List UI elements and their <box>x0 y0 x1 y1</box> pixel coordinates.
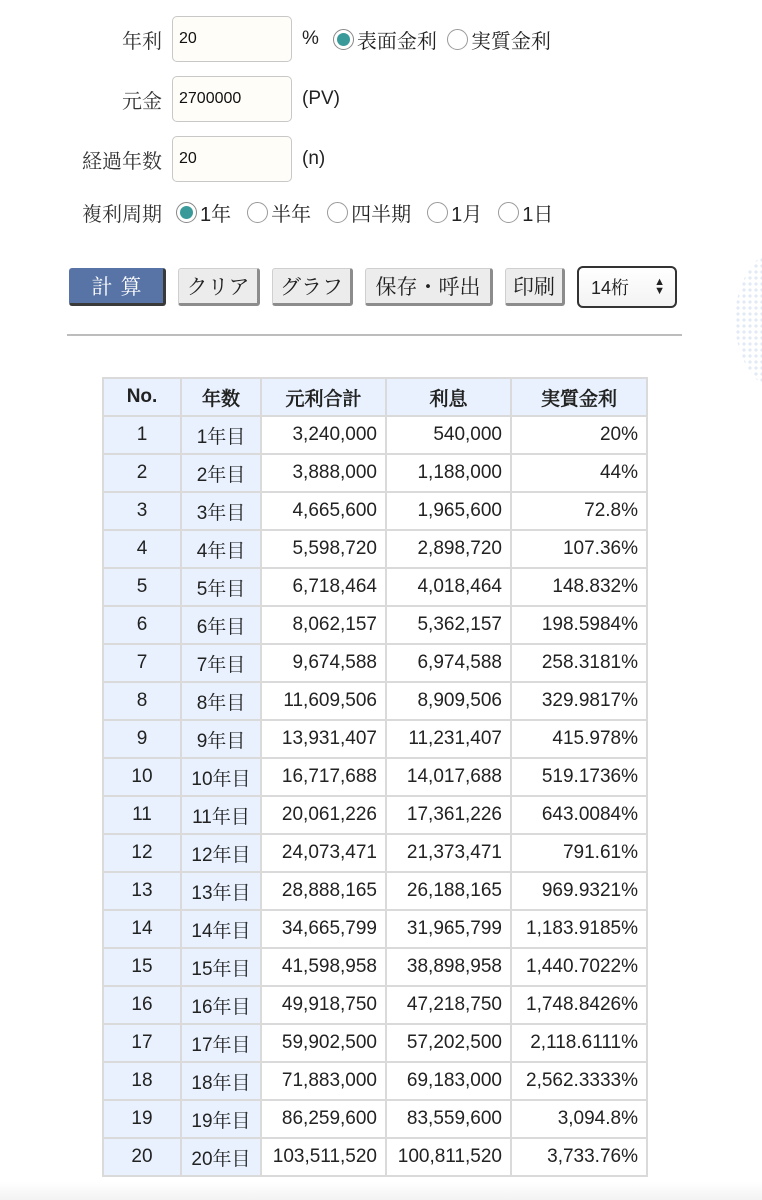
decorative-dot-pattern <box>735 245 762 395</box>
cell-no: 1 <box>103 416 181 454</box>
cell-effective-rate: 258.3181% <box>511 644 647 682</box>
table-row <box>103 1138 647 1176</box>
rate-row <box>0 16 551 62</box>
radio-period-1month[interactable]: 1月 <box>427 198 482 227</box>
cell-effective-rate: 1,748.8426% <box>511 986 647 1024</box>
cell-effective-rate: 329.9817% <box>511 682 647 720</box>
compound-period-label: 複利周期 <box>82 204 162 226</box>
cell-year: 15年目 <box>181 948 261 986</box>
radio-unchecked-icon[interactable] <box>447 29 468 50</box>
cell-total: 8,062,157 <box>261 606 386 644</box>
footer-band <box>0 1182 762 1200</box>
cell-interest: 69,183,000 <box>386 1062 511 1100</box>
cell-total: 41,598,958 <box>261 948 386 986</box>
cell-year: 13年目 <box>181 872 261 910</box>
cell-year: 19年目 <box>181 1100 261 1138</box>
cell-year: 11年目 <box>181 796 261 834</box>
radio-unchecked-icon[interactable] <box>498 202 519 223</box>
cell-interest: 100,811,520 <box>386 1138 511 1176</box>
cell-effective-rate: 791.61% <box>511 834 647 872</box>
cell-total: 3,240,000 <box>261 416 386 454</box>
cell-year: 3年目 <box>181 492 261 530</box>
cell-no: 13 <box>103 872 181 910</box>
table-row <box>103 568 647 606</box>
cell-no: 15 <box>103 948 181 986</box>
cell-effective-rate: 2,118.6111% <box>511 1024 647 1062</box>
cell-no: 17 <box>103 1024 181 1062</box>
cell-year: 16年目 <box>181 986 261 1024</box>
cell-year: 14年目 <box>181 910 261 948</box>
table-row <box>103 682 647 720</box>
cell-year: 1年目 <box>181 416 261 454</box>
table-row <box>103 758 647 796</box>
cell-effective-rate: 519.1736% <box>511 758 647 796</box>
table-row <box>103 796 647 834</box>
radio-unchecked-icon[interactable] <box>327 202 348 223</box>
header-total: 元利合計 <box>261 378 386 416</box>
print-button[interactable]: 印刷 <box>505 268 565 306</box>
result-table <box>102 377 648 1177</box>
radio-period-1day[interactable]: 1日 <box>498 198 553 227</box>
cell-total: 16,717,688 <box>261 758 386 796</box>
radio-effective-rate[interactable]: 実質金利 <box>447 25 551 54</box>
table-row <box>103 1062 647 1100</box>
cell-interest: 1,965,600 <box>386 492 511 530</box>
cell-no: 18 <box>103 1062 181 1100</box>
cell-total: 86,259,600 <box>261 1100 386 1138</box>
cell-effective-rate: 1,440.7022% <box>511 948 647 986</box>
cell-year: 2年目 <box>181 454 261 492</box>
header-years: 年数 <box>181 378 261 416</box>
cell-effective-rate: 415.978% <box>511 720 647 758</box>
cell-total: 71,883,000 <box>261 1062 386 1100</box>
years-label: 経過年数 <box>82 150 162 173</box>
rate-label: 年利 <box>122 30 162 53</box>
cell-year: 20年目 <box>181 1138 261 1176</box>
principal-row <box>0 76 340 122</box>
table-row <box>103 416 647 454</box>
header-no: No. <box>103 378 181 416</box>
cell-total: 24,073,471 <box>261 834 386 872</box>
compound-period-row <box>0 198 553 227</box>
cell-year: 4年目 <box>181 530 261 568</box>
cell-effective-rate: 72.8% <box>511 492 647 530</box>
cell-effective-rate: 3,094.8% <box>511 1100 647 1138</box>
cell-effective-rate: 198.5984% <box>511 606 647 644</box>
radio-period-1year[interactable]: 1年 <box>176 198 231 227</box>
cell-effective-rate: 148.832% <box>511 568 647 606</box>
cell-no: 9 <box>103 720 181 758</box>
cell-interest: 47,218,750 <box>386 986 511 1024</box>
cell-interest: 21,373,471 <box>386 834 511 872</box>
cell-no: 11 <box>103 796 181 834</box>
cell-year: 5年目 <box>181 568 261 606</box>
cell-year: 17年目 <box>181 1024 261 1062</box>
table-header-row <box>103 378 647 416</box>
cell-total: 3,888,000 <box>261 454 386 492</box>
cell-interest: 17,361,226 <box>386 796 511 834</box>
table-row <box>103 872 647 910</box>
table-row <box>103 948 647 986</box>
cell-total: 6,718,464 <box>261 568 386 606</box>
cell-interest: 5,362,157 <box>386 606 511 644</box>
cell-effective-rate: 969.9321% <box>511 872 647 910</box>
cell-year: 10年目 <box>181 758 261 796</box>
cell-effective-rate: 44% <box>511 454 647 492</box>
cell-no: 10 <box>103 758 181 796</box>
radio-nominal-rate[interactable]: 表面金利 <box>333 25 437 54</box>
cell-interest: 14,017,688 <box>386 758 511 796</box>
cell-total: 4,665,600 <box>261 492 386 530</box>
cell-total: 59,902,500 <box>261 1024 386 1062</box>
principal-unit: (PV) <box>302 88 340 109</box>
cell-no: 7 <box>103 644 181 682</box>
radio-period-half-year[interactable]: 半年 <box>247 198 311 227</box>
cell-total: 49,918,750 <box>261 986 386 1024</box>
cell-total: 9,674,588 <box>261 644 386 682</box>
table-row <box>103 1024 647 1062</box>
cell-effective-rate: 2,562.3333% <box>511 1062 647 1100</box>
cell-interest: 1,188,000 <box>386 454 511 492</box>
cell-no: 19 <box>103 1100 181 1138</box>
save-load-button[interactable]: 保存・呼出 <box>365 268 493 306</box>
digits-select-value: 14桁 <box>591 278 630 298</box>
cell-interest: 11,231,407 <box>386 720 511 758</box>
cell-no: 20 <box>103 1138 181 1176</box>
cell-interest: 8,909,506 <box>386 682 511 720</box>
divider <box>67 334 682 336</box>
years-unit: (n) <box>302 148 326 169</box>
cell-total: 11,609,506 <box>261 682 386 720</box>
toolbar <box>69 266 677 308</box>
cell-interest: 83,559,600 <box>386 1100 511 1138</box>
cell-no: 5 <box>103 568 181 606</box>
cell-total: 103,511,520 <box>261 1138 386 1176</box>
digits-select[interactable] <box>577 266 677 308</box>
rate-unit: % <box>302 28 319 49</box>
table-row <box>103 454 647 492</box>
cell-no: 3 <box>103 492 181 530</box>
select-arrows-icon: ▲ ▼ <box>654 276 665 297</box>
cell-year: 12年目 <box>181 834 261 872</box>
cell-total: 34,665,799 <box>261 910 386 948</box>
cell-total: 20,061,226 <box>261 796 386 834</box>
cell-interest: 38,898,958 <box>386 948 511 986</box>
cell-interest: 26,188,165 <box>386 872 511 910</box>
cell-interest: 31,965,799 <box>386 910 511 948</box>
clear-button[interactable]: クリア <box>178 268 260 306</box>
radio-period-quarter[interactable]: 四半期 <box>327 198 411 227</box>
cell-no: 8 <box>103 682 181 720</box>
radio-checked-icon[interactable] <box>333 29 354 50</box>
principal-label: 元金 <box>122 90 162 113</box>
table-row <box>103 492 647 530</box>
table-row <box>103 644 647 682</box>
cell-year: 18年目 <box>181 1062 261 1100</box>
cell-interest: 6,974,588 <box>386 644 511 682</box>
cell-no: 6 <box>103 606 181 644</box>
table-row <box>103 986 647 1024</box>
cell-no: 16 <box>103 986 181 1024</box>
table-row <box>103 720 647 758</box>
radio-unchecked-icon[interactable] <box>427 202 448 223</box>
cell-total: 5,598,720 <box>261 530 386 568</box>
rate-input[interactable] <box>172 16 292 62</box>
cell-effective-rate: 3,733.76% <box>511 1138 647 1176</box>
table-body <box>103 416 647 1176</box>
cell-effective-rate: 1,183.9185% <box>511 910 647 948</box>
years-input[interactable] <box>172 136 292 182</box>
header-effective-rate: 実質金利 <box>511 378 647 416</box>
cell-effective-rate: 643.0084% <box>511 796 647 834</box>
cell-year: 8年目 <box>181 682 261 720</box>
table-row <box>103 530 647 568</box>
table-row <box>103 834 647 872</box>
radio-checked-icon[interactable] <box>176 202 197 223</box>
cell-interest: 2,898,720 <box>386 530 511 568</box>
cell-no: 12 <box>103 834 181 872</box>
cell-no: 14 <box>103 910 181 948</box>
cell-effective-rate: 107.36% <box>511 530 647 568</box>
years-row <box>0 136 325 182</box>
cell-interest: 57,202,500 <box>386 1024 511 1062</box>
graph-button[interactable]: グラフ <box>272 268 353 306</box>
cell-total: 13,931,407 <box>261 720 386 758</box>
cell-year: 7年目 <box>181 644 261 682</box>
principal-input[interactable] <box>172 76 292 122</box>
cell-no: 4 <box>103 530 181 568</box>
table-row <box>103 910 647 948</box>
cell-effective-rate: 20% <box>511 416 647 454</box>
calculate-button[interactable]: 計算 <box>69 268 166 306</box>
table-row <box>103 1100 647 1138</box>
cell-no: 2 <box>103 454 181 492</box>
cell-interest: 4,018,464 <box>386 568 511 606</box>
cell-total: 28,888,165 <box>261 872 386 910</box>
cell-year: 6年目 <box>181 606 261 644</box>
cell-year: 9年目 <box>181 720 261 758</box>
header-interest: 利息 <box>386 378 511 416</box>
cell-interest: 540,000 <box>386 416 511 454</box>
table-row <box>103 606 647 644</box>
radio-unchecked-icon[interactable] <box>247 202 268 223</box>
